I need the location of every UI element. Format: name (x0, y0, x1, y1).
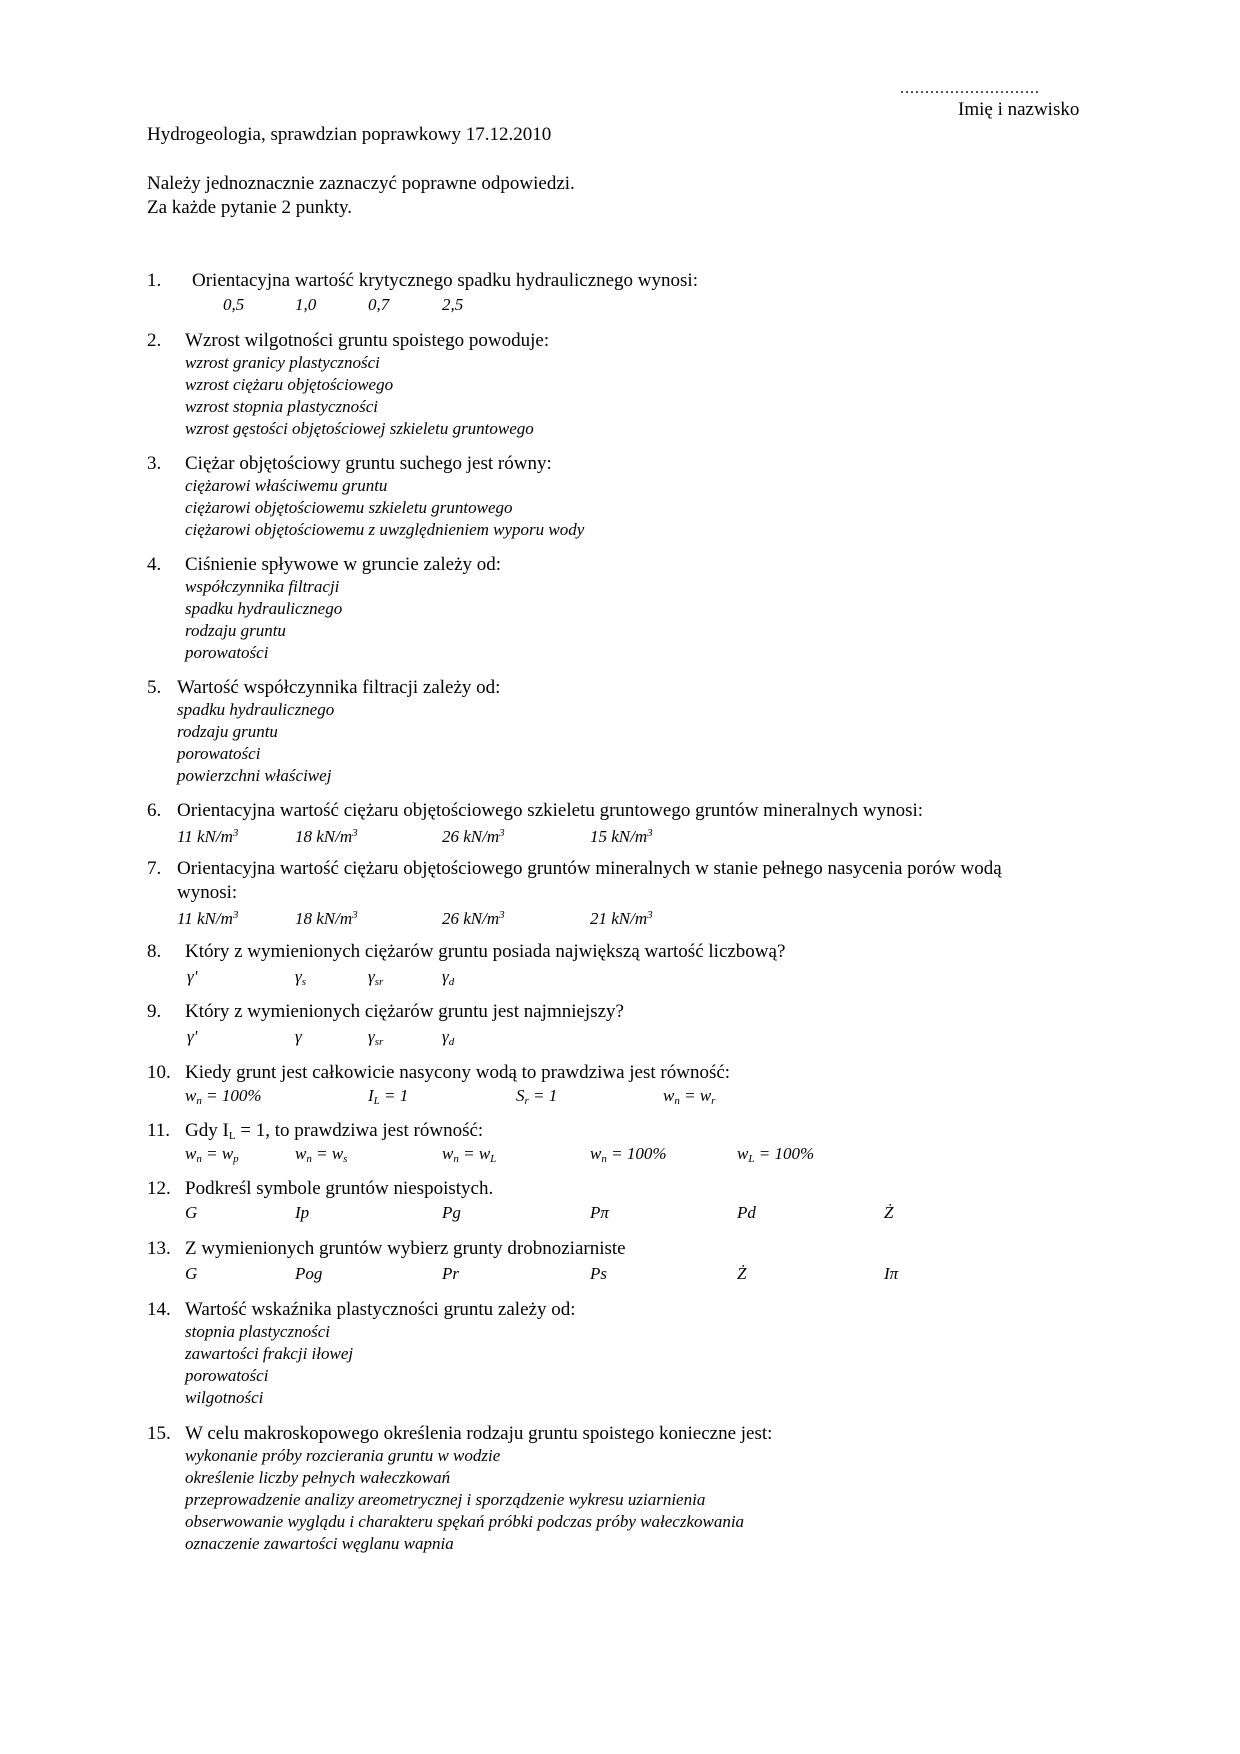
question-number: 2. (147, 330, 162, 351)
option: przeprowadzenie analizy areometrycznej i sporządzenie wykresu uziarnienia (185, 1490, 706, 1509)
question-text: Orientacyjna wartość ciężaru objętościowego gruntów mineralnych w stanie pełnego nasycenia porów wodą (177, 858, 1002, 879)
option: Pd (737, 1203, 756, 1222)
option: Ż (737, 1264, 747, 1283)
question-number: 9. (147, 1001, 162, 1022)
option: 11 $kN/m^3$ (177, 827, 239, 846)
option-list (177, 699, 334, 787)
option: Pg (442, 1203, 461, 1222)
option: wilgotności (185, 1388, 264, 1407)
option: 11 $kN/m^3$ (177, 909, 239, 928)
option: wykonanie próby rozcierania gruntu w wodzie (185, 1446, 501, 1465)
question-text: Gdy $I_L = 1$, to prawdziwa jest równość: (185, 1120, 484, 1142)
question-number: 8. (147, 941, 162, 962)
option: $\gamma_d$ (442, 1027, 455, 1048)
instruction-line-2: Za każde pytanie 2 punkty. (147, 197, 353, 218)
option: $S_r = 1$ (516, 1086, 558, 1107)
question-number: 11. (147, 1120, 171, 1141)
question-text-continued: wynosi: (177, 882, 238, 903)
question-number: 13. (147, 1238, 171, 1259)
question-text: W celu makroskopowego określenia rodzaju gruntu spoistego konieczne jest: (185, 1423, 773, 1444)
option: wzrost gęstości objętościowej szkieletu gruntowego (185, 419, 534, 438)
option: 18 $kN/m^3$ (295, 909, 358, 928)
option: γ' (187, 1027, 198, 1046)
name-label: Imię i nazwisko (958, 99, 1080, 120)
question-text: Ciężar objętościowy gruntu suchego jest równy: (185, 453, 552, 474)
question-text: Wzrost wilgotności gruntu spoistego powoduje: (185, 330, 550, 351)
name-dots: ............................ (900, 80, 1040, 97)
option: $\gamma_d$ (442, 967, 455, 988)
option: ciężarowi właściwemu gruntu (185, 476, 388, 495)
question-number: 7. (147, 858, 162, 879)
option: $w_n = 100\%$ (185, 1086, 262, 1107)
option: spadku hydraulicznego (177, 700, 335, 719)
option: określenie liczby pełnych wałeczkowań (185, 1468, 451, 1487)
option: $w_n = w_s$ (295, 1144, 348, 1165)
option: Pog (295, 1264, 323, 1283)
option: oznaczenie zawartości węglanu wapnia (185, 1534, 454, 1553)
question-text: Podkreśl symbole gruntów niespoistych. (185, 1178, 494, 1199)
option: porowatości (185, 643, 269, 662)
instruction-line-1: Należy jednoznacznie zaznaczyć poprawne odpowiedzi. (147, 173, 575, 194)
question-number: 10. (147, 1062, 171, 1083)
option: 15 $kN/m^3$ (590, 827, 653, 846)
option: wzrost ciężaru objętościowego (185, 375, 394, 394)
question-number: 5. (147, 677, 162, 698)
option: wzrost stopnia plastyczności (185, 397, 378, 416)
question-number: 4. (147, 554, 162, 575)
option: 26 $kN/m^3$ (442, 909, 505, 928)
option: spadku hydraulicznego (185, 599, 343, 618)
option: $w_n = w_r$ (663, 1086, 716, 1107)
question-text: Który z wymienionych ciężarów gruntu posiada największą wartość liczbową? (185, 941, 786, 962)
question-text: Orientacyjna wartość ciężaru objętościowego szkieletu gruntowego gruntów mineralnych wynosi: (177, 800, 924, 821)
option: Pr (442, 1264, 459, 1283)
option: $w_n = 100\%$ (590, 1144, 667, 1165)
question-number: 12. (147, 1178, 171, 1199)
option: G (185, 1264, 198, 1283)
question-number: 6. (147, 800, 162, 821)
question-text: Który z wymienionych ciężarów gruntu jest najmniejszy? (185, 1001, 624, 1022)
option: Ż (884, 1203, 894, 1222)
option: ciężarowi objętościowemu szkieletu gruntowego (185, 498, 513, 517)
option: Ps (590, 1264, 607, 1283)
option: powierzchni właściwej (177, 766, 332, 785)
option: współczynnika filtracji (185, 577, 340, 596)
option: ciężarowi objętościowemu z uwzględnieniem wyporu wody (185, 520, 585, 539)
document-title: Hydrogeologia, sprawdzian poprawkowy 17.12.2010 (147, 124, 552, 145)
option-list (185, 352, 534, 440)
option-list (185, 576, 342, 664)
question-text: Ciśnienie spływowe w gruncie zależy od: (185, 554, 502, 575)
question-text: Z wymienionych gruntów wybierz grunty drobnoziarniste (185, 1238, 626, 1259)
question-number: 15. (147, 1423, 171, 1444)
option: zawartości frakcji iłowej (185, 1344, 354, 1363)
option: porowatości (177, 744, 261, 763)
option: porowatości (185, 1366, 269, 1385)
option: obserwowanie wyglądu i charakteru spękań próbki podczas próby wałeczkowania (185, 1512, 745, 1531)
option: 26 $kN/m^3$ (442, 827, 505, 846)
option: Iπ (884, 1264, 899, 1283)
option: γ (295, 1027, 302, 1046)
question-number: 3. (147, 453, 162, 474)
option: $w_n = w_L$ (442, 1144, 497, 1165)
option: wzrost granicy plastyczności (185, 353, 380, 372)
option: γ' (187, 967, 198, 986)
question-text: Wartość współczynnika filtracji zależy od: (177, 677, 501, 698)
option: Pπ (590, 1203, 609, 1222)
option: $\gamma_{sr}$ (368, 1027, 384, 1048)
option: rodzaju gruntu (185, 621, 286, 640)
option: $w_L = 100\%$ (737, 1144, 815, 1165)
option-list (185, 475, 584, 541)
question-number: 14. (147, 1299, 171, 1320)
option-list (185, 1321, 353, 1409)
option: 0,7 (368, 295, 390, 314)
option: G (185, 1203, 198, 1222)
question-text: Kiedy grunt jest całkowicie nasycony wodą to prawdziwa jest równość: (185, 1062, 731, 1083)
option: 0,5 (223, 295, 245, 314)
option: Ip (295, 1203, 310, 1222)
option: $\gamma_{sr}$ (368, 967, 384, 988)
option: 1,0 (295, 295, 317, 314)
option: 2,5 (442, 295, 464, 314)
question-number: 1. (147, 270, 162, 291)
option-list (185, 1445, 744, 1555)
question-text: Orientacyjna wartość krytycznego spadku hydraulicznego wynosi: (192, 270, 698, 291)
option: 18 $kN/m^3$ (295, 827, 358, 846)
option: $I_L = 1$ (368, 1086, 409, 1107)
option: 21 $kN/m^3$ (590, 909, 653, 928)
question-text: Wartość wskaźnika plastyczności gruntu zależy od: (185, 1299, 576, 1320)
option: $w_n = w_p$ (185, 1144, 239, 1165)
option: stopnia plastyczności (185, 1322, 330, 1341)
option: $\gamma_s$ (295, 967, 306, 988)
option: rodzaju gruntu (177, 722, 278, 741)
